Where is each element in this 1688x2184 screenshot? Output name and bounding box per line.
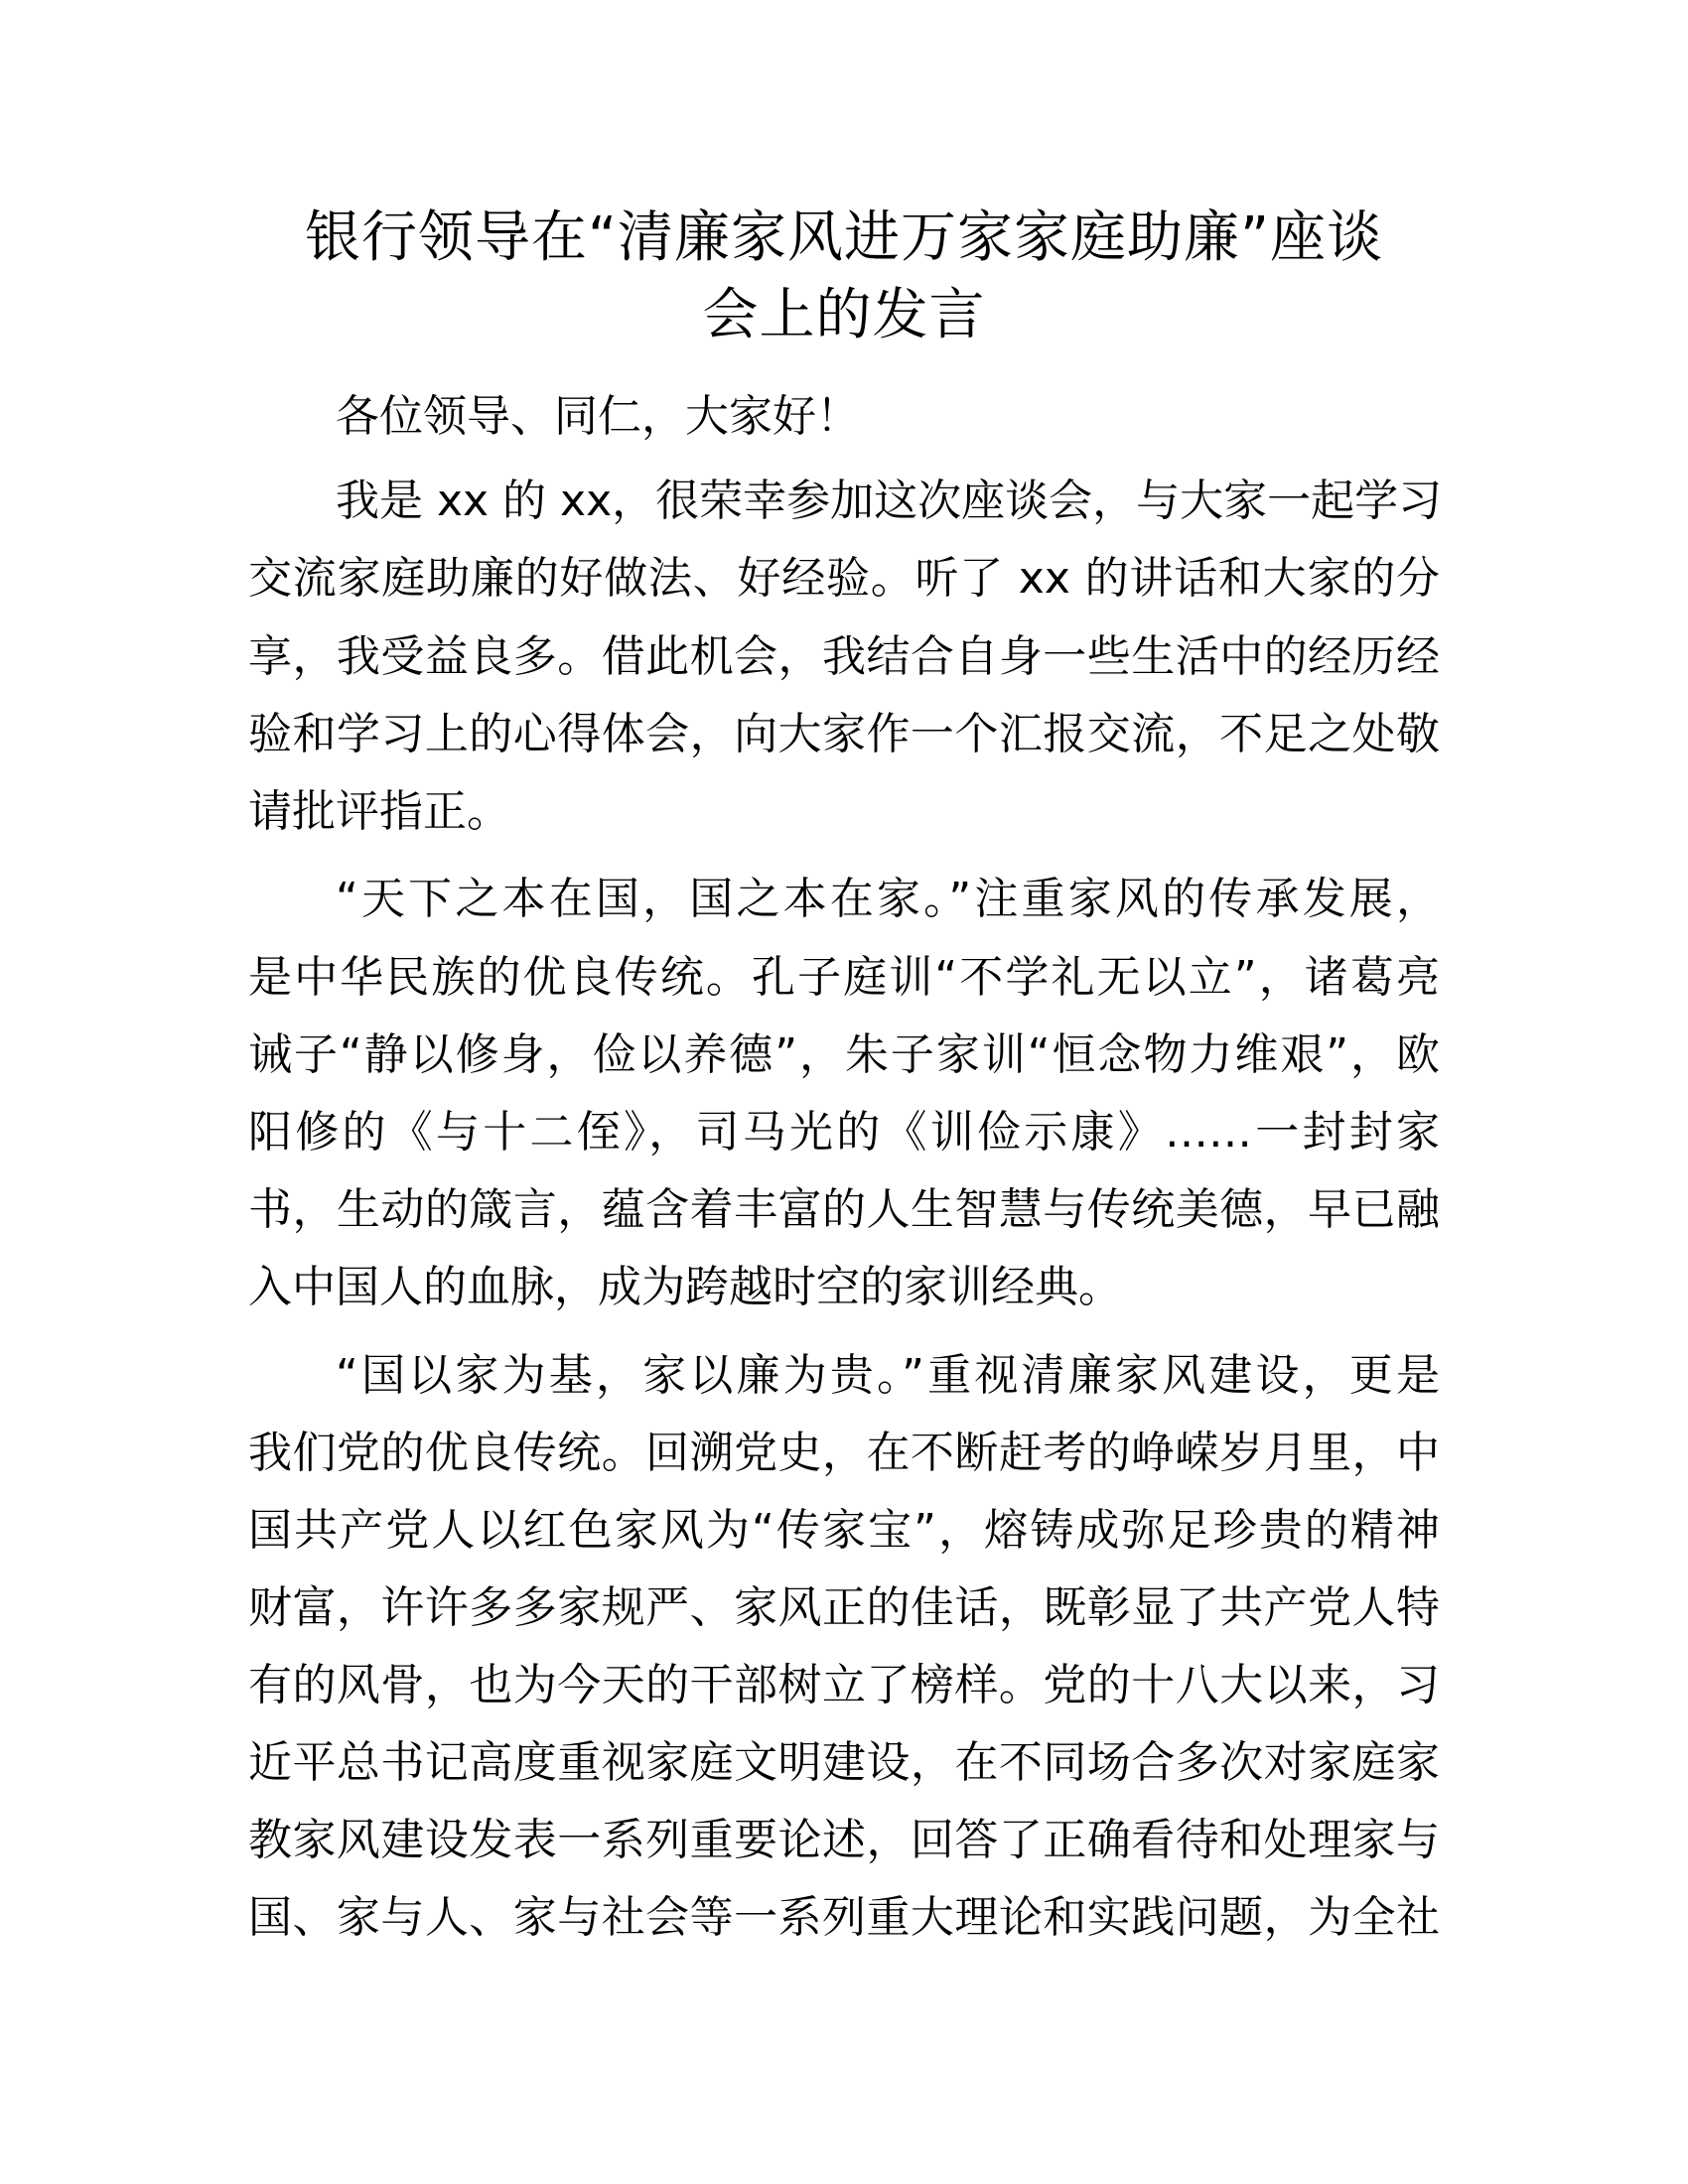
paragraph-3-line-6: 入中国人的血脉，成为跨越时空的家训经典。 <box>248 1262 1122 1312</box>
paragraph-3-line-4: 阳修的《与十二侄》，司马光的《训俭示康》……一封封家 <box>248 1107 1440 1158</box>
paragraph-4-line-5: 有的风骨，也为今天的干部树立了榜样。党的十八大以来，习 <box>248 1660 1440 1710</box>
paragraph-2-line-4: 验和学习上的心得体会，向大家作一个汇报交流，不足之处敬 <box>248 709 1440 759</box>
paragraph-4-line-7: 教家风建设发表一系列重要论述，回答了正确看待和处理家与 <box>248 1815 1440 1865</box>
paragraph-2-line-2: 交流家庭助廉的好做法、好经验。听了 xx 的讲话和大家的分 <box>248 553 1440 604</box>
paragraph-4-line-8: 国、家与人、家与社会等一系列重大理论和实践问题，为全社 <box>248 1892 1440 1943</box>
paragraph-2-line-5: 请批评指正。 <box>248 786 510 837</box>
paragraph-3-line-1: “天下之本在国，国之本在家。”注重家风的传承发展， <box>336 874 1440 924</box>
paragraph-2-line-3: 享，我受益良多。借此机会，我结合自身一些生活中的经历经 <box>248 631 1440 682</box>
document-title-line-1: 银行领导在“清廉家风进万家家庭助廉”座谈 <box>304 205 1384 270</box>
paragraph-4-line-1: “国以家为基，家以廉为贵。”重视清廉家风建设，更是 <box>336 1350 1440 1401</box>
document-title-line-2: 会上的发言 <box>702 283 986 347</box>
paragraph-4-line-6: 近平总书记高度重视家庭文明建设，在不同场合多次对家庭家 <box>248 1737 1440 1788</box>
paragraph-2-line-1: 我是 xx 的 xx，很荣幸参加这次座谈会，与大家一起学习 <box>336 476 1443 526</box>
greeting-line: 各位领导、同仁，大家好！ <box>336 391 860 442</box>
paragraph-4-line-3: 国共产党人以红色家风为“传家宝”，熔铸成弥足珍贵的精神 <box>248 1505 1440 1556</box>
paragraph-3-line-5: 书，生动的箴言，蕴含着丰富的人生智慧与传统美德，早已融 <box>248 1184 1440 1235</box>
paragraph-3-line-3: 诫子“静以修身，俭以养德”，朱子家训“恒念物力维艰”，欧 <box>248 1029 1440 1080</box>
paragraph-4-line-2: 我们党的优良传统。回溯党史，在不断赶考的峥嵘岁月里，中 <box>248 1428 1440 1478</box>
paragraph-4-line-4: 财富，许许多多家规严、家风正的佳话，既彰显了共产党人特 <box>248 1582 1440 1633</box>
paragraph-3-line-2: 是中华民族的优良传统。孔子庭训“不学礼无以立”，诸葛亮 <box>248 952 1440 1003</box>
